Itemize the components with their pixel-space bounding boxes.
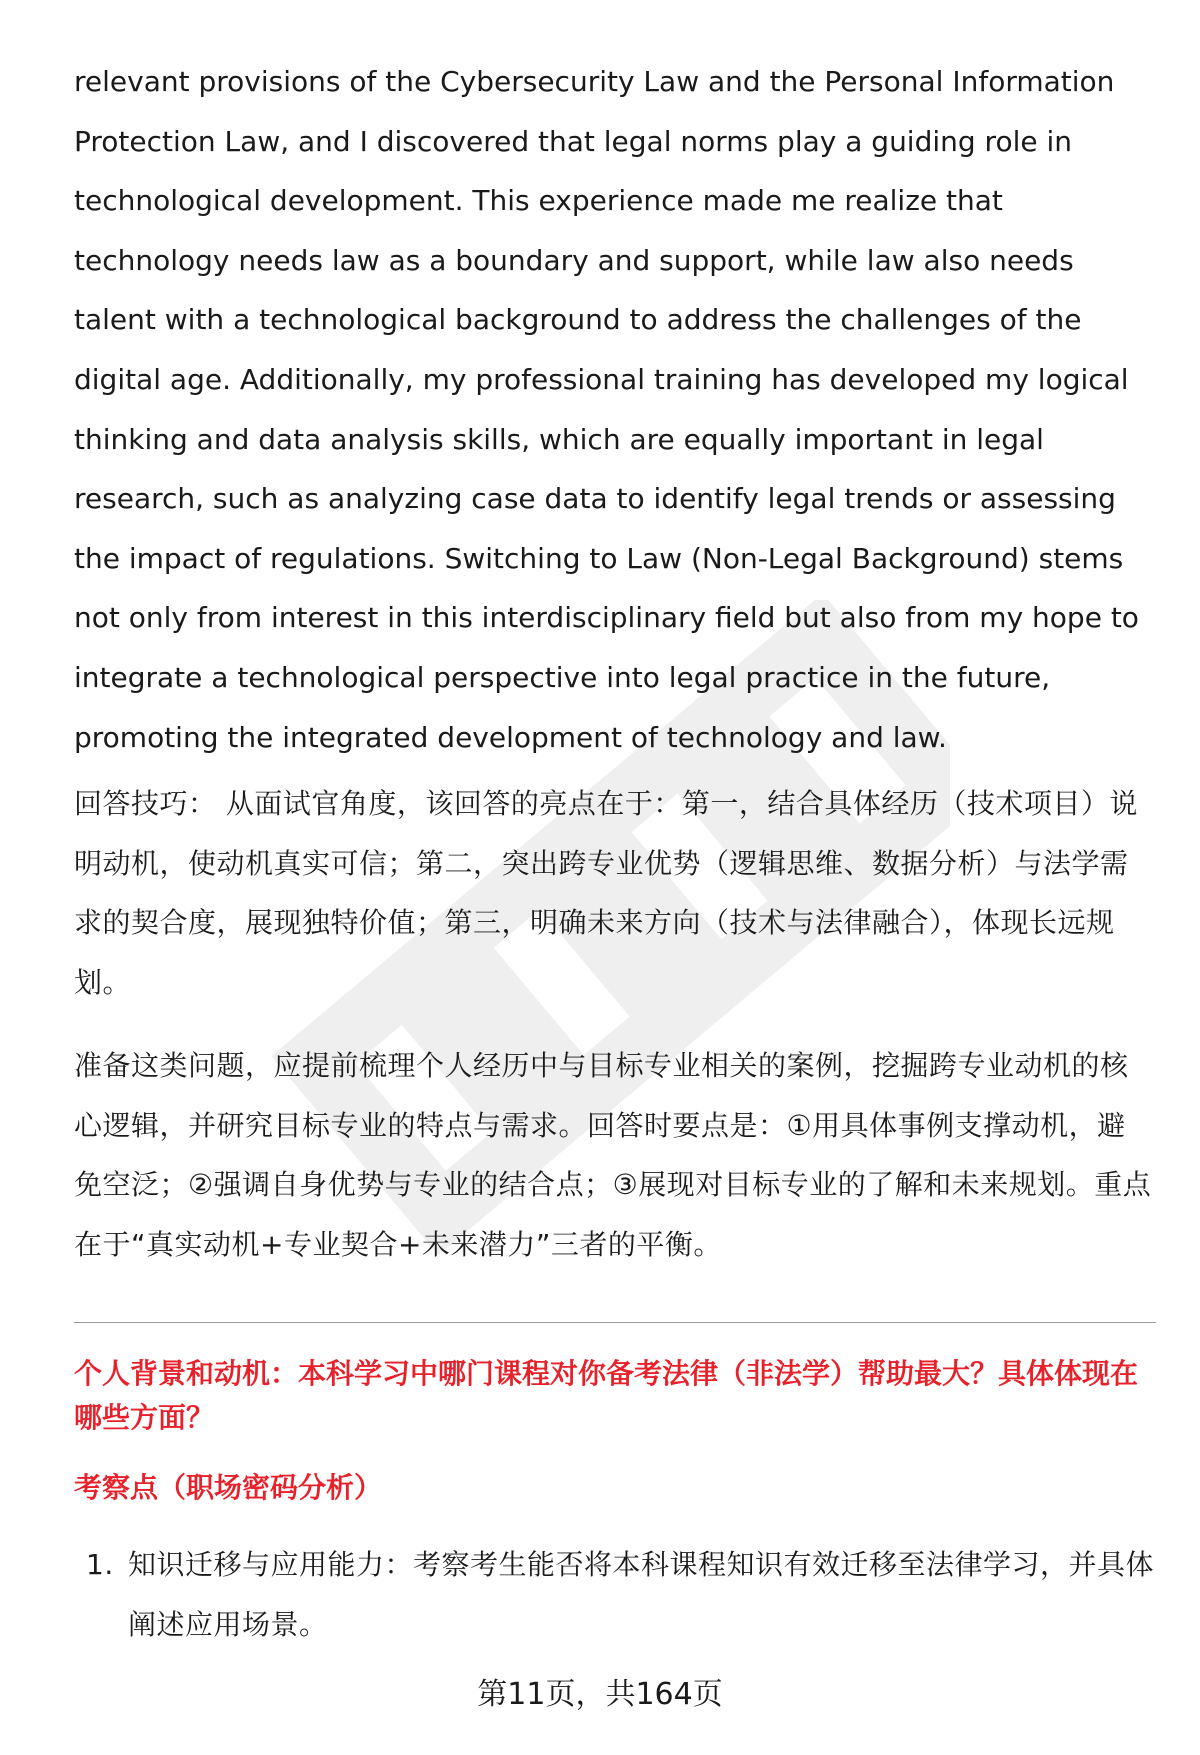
page-number-footer: 第11页，共164页	[477, 1677, 723, 1712]
assessment-points-list	[74, 1535, 1164, 1654]
answer-tips-paragraph: 回答技巧： 从面试官角度，该回答的亮点在于：第一，结合具体经历（技术项目）说明动机，使动机真实可信；第二，突出跨专业优势（逻辑思维、数据分析）与法学需求的契合度，展现独特价值；第三，明确未来方向（技术与法律融合），体现长远规划。	[74, 787, 1138, 999]
list-item-number: 1.	[86, 1548, 114, 1581]
assessment-points-heading: 考察点（职场密码分析）	[74, 1471, 383, 1504]
list-item	[74, 1535, 1164, 1654]
list-item-text: 知识迁移与应用能力：考察考生能否将本科课程知识有效迁移至法律学习，并具体阐述应用场景。	[128, 1548, 1155, 1641]
body-paragraph-english: relevant provisions of the Cybersecurity Law and the Personal Information Protection Law, and I discovered that legal norms play a guiding role in technological development. This experience made me realize that technology needs law as a boundary and support, while law also needs talent with a technological background to address the challenges of the digital age. Additionally, my professional training has developed my logical thinking and data analysis skills, which are equally important in legal research, such as analyzing case data to identify legal trends or assessing the impact of regulations. Switching to Law (Non-Legal Background) stems not only from interest in this interdisciplinary field but also from my hope to integrate a technological perspective into legal practice in the future, promoting the integrated development of technology and law.	[74, 65, 1139, 754]
question-title: 个人背景和动机：本科学习中哪门课程对你备考法律（非法学）帮助最大？具体体现在哪些方面？	[74, 1357, 1139, 1434]
preparation-paragraph: 准备这类问题，应提前梳理个人经历中与目标专业相关的案例，挖掘跨专业动机的核心逻辑，并研究目标专业的特点与需求。回答时要点是：①用具体事例支撑动机，避免空泛；②强调自身优势与专业的结合点；③展现对目标专业的了解和未来规划。重点在于“真实动机+专业契合+未来潜力”三者的平衡。	[74, 1049, 1152, 1261]
section-divider	[74, 1322, 1156, 1323]
